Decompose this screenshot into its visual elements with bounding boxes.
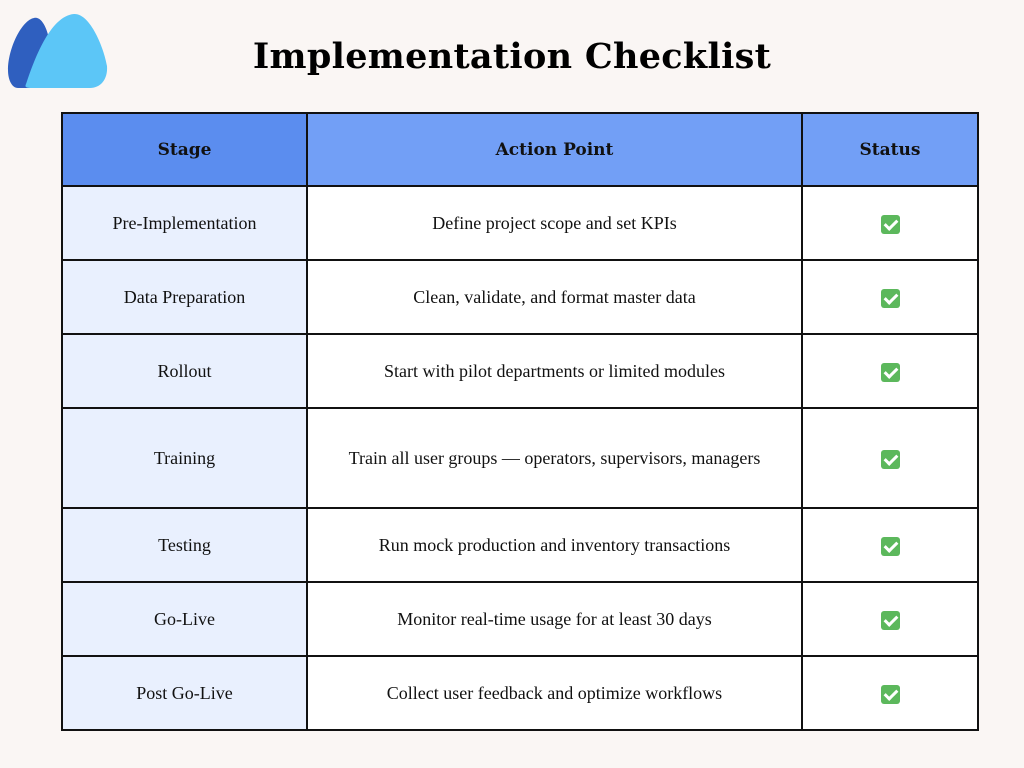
table-row xyxy=(62,508,978,582)
action-cell: Monitor real-time usage for at least 30 days xyxy=(307,582,802,656)
status-cell xyxy=(802,508,978,582)
stage-cell: Testing xyxy=(62,508,307,582)
stage-cell: Post Go-Live xyxy=(62,656,307,730)
action-cell: Clean, validate, and format master data xyxy=(307,260,802,334)
stage-cell: Rollout xyxy=(62,334,307,408)
table-row xyxy=(62,656,978,730)
status-cell xyxy=(802,334,978,408)
status-cell xyxy=(802,582,978,656)
check-icon xyxy=(881,363,900,382)
table-row xyxy=(62,408,978,508)
check-icon xyxy=(881,685,900,704)
stage-cell: Data Preparation xyxy=(62,260,307,334)
column-header-stage: Stage xyxy=(62,113,307,186)
check-icon xyxy=(881,611,900,630)
stage-cell: Go-Live xyxy=(62,582,307,656)
stage-cell: Training xyxy=(62,408,307,508)
check-icon xyxy=(881,289,900,308)
action-cell: Collect user feedback and optimize workflows xyxy=(307,656,802,730)
table-row xyxy=(62,334,978,408)
status-cell xyxy=(802,260,978,334)
check-icon xyxy=(881,215,900,234)
action-cell: Define project scope and set KPIs xyxy=(307,186,802,260)
checklist-table xyxy=(61,112,979,731)
status-cell xyxy=(802,408,978,508)
check-icon xyxy=(881,537,900,556)
column-header-action-point: Action Point xyxy=(307,113,802,186)
status-cell xyxy=(802,186,978,260)
status-cell xyxy=(802,656,978,730)
table-header-row xyxy=(62,113,978,186)
action-cell: Start with pilot departments or limited modules xyxy=(307,334,802,408)
table-row xyxy=(62,186,978,260)
action-cell: Train all user groups — operators, supervisors, managers xyxy=(307,408,802,508)
table-row xyxy=(62,260,978,334)
stage-cell: Pre-Implementation xyxy=(62,186,307,260)
page-title: Implementation Checklist xyxy=(252,36,772,77)
check-icon xyxy=(881,450,900,469)
table-row xyxy=(62,582,978,656)
action-cell: Run mock production and inventory transactions xyxy=(307,508,802,582)
column-header-status: Status xyxy=(802,113,978,186)
